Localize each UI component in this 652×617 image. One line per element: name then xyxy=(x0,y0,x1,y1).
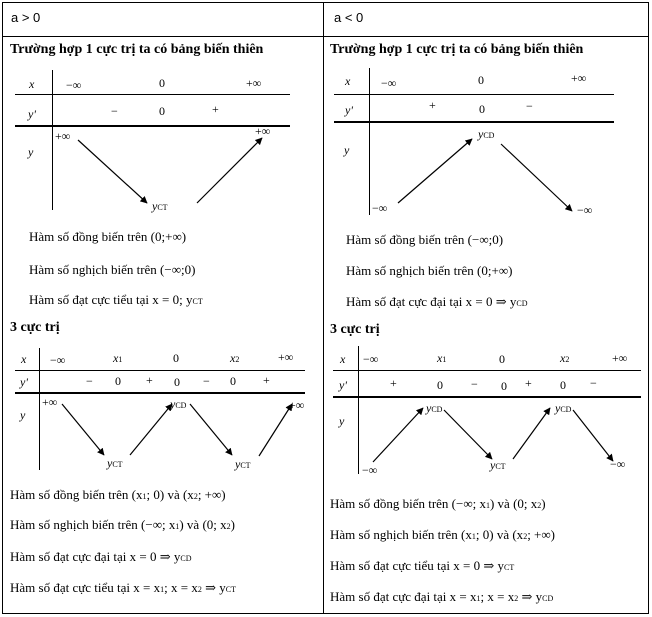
left-case3-line-1: Hàm số đồng biến trên (x1; 0) và (x2; +∞) xyxy=(10,487,226,502)
x-value: −∞ xyxy=(381,76,397,90)
x-value: x1 xyxy=(113,351,123,365)
table-rule xyxy=(334,94,614,95)
y-extremum: yCD xyxy=(555,401,572,415)
yp-zero: 0 xyxy=(174,375,180,389)
yp-sign: − xyxy=(526,99,533,113)
down-arrow xyxy=(444,410,492,459)
up-arrow xyxy=(513,408,550,459)
yp-sign: − xyxy=(203,374,210,388)
yp-sign: + xyxy=(429,98,436,112)
table-rule xyxy=(15,392,305,394)
yp-zero: 0 xyxy=(501,379,507,393)
down-arrow xyxy=(573,410,613,461)
x-label: x xyxy=(340,352,346,366)
yp-zero: 0 xyxy=(479,102,485,116)
yp-sign: − xyxy=(111,104,118,118)
y-extremum: yCD xyxy=(426,401,443,415)
table-rule xyxy=(334,121,614,123)
y-extremum: yCT xyxy=(152,199,168,213)
up-arrow xyxy=(398,139,472,203)
y-label: y xyxy=(28,145,34,159)
right-case3-line-4: Hàm số đạt cực đại tại x = x1; x = x2 ⇒ yCD xyxy=(330,589,554,604)
x-label: x xyxy=(345,74,351,88)
table-axis xyxy=(369,68,370,215)
y-value: +∞ xyxy=(42,395,58,409)
left-case3-title: 3 cực trị xyxy=(10,320,60,335)
y-extremum: yCD xyxy=(170,397,187,411)
right-case3-line-3: Hàm số đạt cực tiểu tại x = 0 ⇒ yCT xyxy=(330,558,515,573)
left-case3-line-3: Hàm số đạt cực đại tại x = 0 ⇒ yCD xyxy=(10,549,192,564)
left-case1-line-1: Hàm số đồng biến trên (0;+∞) xyxy=(29,229,187,244)
right-case3-title: 3 cực trị xyxy=(330,322,380,337)
table-rule xyxy=(15,370,305,371)
left-case3-line-4: Hàm số đạt cực tiểu tại x = x1; x = x2 ⇒ yCT xyxy=(10,580,236,595)
yp-zero: 0 xyxy=(115,374,121,388)
yp-sign: + xyxy=(146,373,153,387)
up-arrow xyxy=(197,138,262,203)
yp-zero: 0 xyxy=(230,374,236,388)
x-value: +∞ xyxy=(612,351,628,365)
down-arrow xyxy=(501,144,572,211)
yp-label: y' xyxy=(28,107,36,121)
yp-sign: + xyxy=(212,102,219,116)
right-case3-line-2: Hàm số nghịch biến trên (x1; 0) và (x2; +∞) xyxy=(330,527,555,542)
left-case1-title: Trường hợp 1 cực trị ta có bảng biến thiên xyxy=(10,42,264,57)
y-label: y xyxy=(344,143,350,157)
y-extremum: yCT xyxy=(107,456,123,470)
y-value: +∞ xyxy=(255,124,271,138)
x-value: x2 xyxy=(560,351,570,365)
x-value: x2 xyxy=(230,351,240,365)
y-extremum: yCT xyxy=(235,457,251,471)
left-case3-line-2: Hàm số nghịch biến trên (−∞; x1) và (0; x2) xyxy=(10,517,235,532)
header-left: a > 0 xyxy=(11,10,41,25)
yp-zero: 0 xyxy=(437,378,443,392)
left-case1-line-2: Hàm số nghịch biến trên (−∞;0) xyxy=(29,262,196,277)
down-arrow xyxy=(62,404,104,455)
yp-sign: + xyxy=(390,376,397,390)
x-label: x xyxy=(21,352,27,366)
y-label: y xyxy=(339,414,345,428)
up-arrow xyxy=(259,404,292,456)
y-value: +∞ xyxy=(289,398,305,412)
y-extremum: yCD xyxy=(478,127,495,141)
yp-zero: 0 xyxy=(159,104,165,118)
yp-zero: 0 xyxy=(560,378,566,392)
y-value: −∞ xyxy=(362,463,378,477)
up-arrow xyxy=(130,404,172,455)
x-value: x1 xyxy=(437,351,447,365)
up-arrow xyxy=(373,408,423,462)
yp-sign: − xyxy=(590,376,597,390)
y-value: −∞ xyxy=(577,203,593,217)
table-rule xyxy=(333,396,641,398)
x-value: 0 xyxy=(159,76,165,90)
yp-sign: − xyxy=(471,377,478,391)
right-case1-line-2: Hàm số nghịch biến trên (0;+∞) xyxy=(346,263,513,278)
right-case1-line-1: Hàm số đồng biến trên (−∞;0) xyxy=(346,232,504,247)
yp-label: y' xyxy=(20,375,28,389)
table-rule xyxy=(333,370,641,371)
down-arrow xyxy=(190,404,232,455)
x-value: −∞ xyxy=(50,353,66,367)
y-value: −∞ xyxy=(372,201,388,215)
y-label: y xyxy=(20,408,26,422)
x-label: x xyxy=(29,77,35,91)
y-extremum: yCT xyxy=(490,458,506,472)
x-value: +∞ xyxy=(571,71,587,85)
yp-label: y' xyxy=(339,378,347,392)
down-arrow xyxy=(78,140,147,203)
table-axis xyxy=(39,348,40,470)
x-value: +∞ xyxy=(246,76,262,90)
x-value: 0 xyxy=(499,352,505,366)
x-value: −∞ xyxy=(66,78,82,92)
right-case1-title: Trường hợp 1 cực trị ta có bảng biến thiên xyxy=(330,42,584,57)
y-value: +∞ xyxy=(55,129,71,143)
x-value: 0 xyxy=(478,73,484,87)
left-case1-line-3: Hàm số đạt cực tiểu tại x = 0; yCT xyxy=(29,292,203,307)
x-value: +∞ xyxy=(278,350,294,364)
yp-label: y' xyxy=(345,103,353,117)
yp-sign: − xyxy=(86,374,93,388)
header-right: a < 0 xyxy=(334,10,364,25)
yp-sign: + xyxy=(525,376,532,390)
table-axis xyxy=(358,346,359,474)
right-case1-line-3: Hàm số đạt cực đại tại x = 0 ⇒ yCD xyxy=(346,294,528,309)
x-value: 0 xyxy=(173,351,179,365)
y-value: −∞ xyxy=(610,457,626,471)
x-value: −∞ xyxy=(363,352,379,366)
yp-sign: + xyxy=(263,373,270,387)
right-case3-line-1: Hàm số đồng biến trên (−∞; x1) và (0; x2) xyxy=(330,496,546,511)
